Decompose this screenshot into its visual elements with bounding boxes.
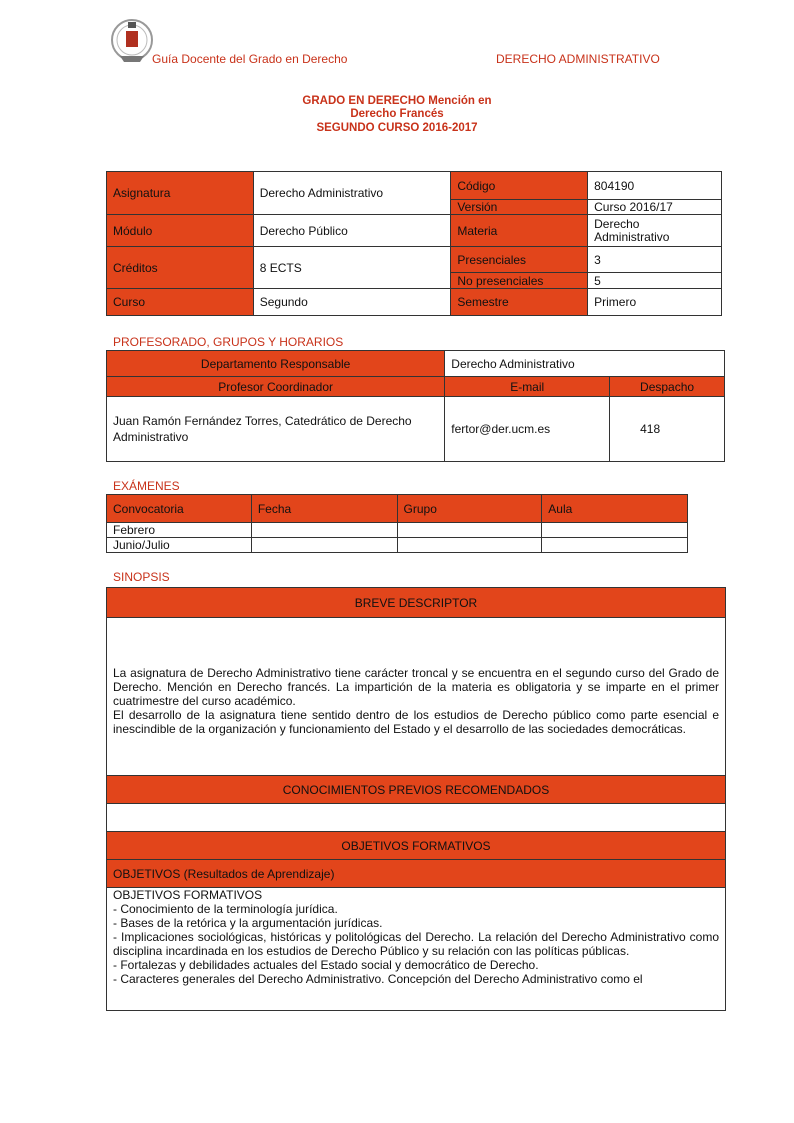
objetivo-item: - Conocimiento de la terminología jurídica. [113, 902, 338, 916]
semestre-value: Primero [588, 289, 722, 316]
objetivo-item: - Caracteres generales del Derecho Administrativo. Concepción del Derecho Administrativo como el [113, 972, 643, 986]
presenciales-value: 3 [588, 247, 722, 273]
objetivo-item: - Bases de la retórica y la argumentación jurídicas. [113, 916, 383, 930]
despacho-value: 418 [610, 397, 725, 462]
modulo-label: Módulo [107, 215, 254, 247]
exam-cell [397, 538, 542, 553]
header-guide-title: Guía Docente del Grado en Derecho [152, 52, 348, 66]
creditos-label: Créditos [107, 247, 254, 289]
nopresenciales-value: 5 [588, 273, 722, 289]
exam-row-febrero: Febrero [107, 523, 252, 538]
version-label: Versión [451, 200, 588, 215]
dept-value: Derecho Administrativo [445, 351, 725, 377]
asignatura-value: Derecho Administrativo [253, 172, 451, 215]
creditos-value: 8 ECTS [253, 247, 451, 289]
presenciales-label: Presenciales [451, 247, 588, 273]
breve-paragraph-2: El desarrollo de la asignatura tiene sentido dentro de los estudios de Derecho público como parte esencial e inescindible de la organización y funcionamiento del Estado y el desarrollo de las sociedades democráticas. [113, 707, 719, 736]
col-convocatoria: Convocatoria [107, 495, 252, 523]
sinopsis-heading: SINOPSIS [113, 570, 170, 584]
asignatura-label: Asignatura [107, 172, 254, 215]
col-aula: Aula [542, 495, 688, 523]
version-value: Curso 2016/17 [588, 200, 722, 215]
header-subject-title: DERECHO ADMINISTRATIVO [496, 52, 660, 66]
conocimientos-previos-content [107, 804, 726, 832]
exam-cell [542, 523, 688, 538]
doc-title-line3: SEGUNDO CURSO 2016-2017 [316, 122, 478, 134]
objetivo-item: - Implicaciones sociológicas, históricas y politológicas del Derecho. La relación del Derecho Administrativo como disciplina incardinada en los estudios de Derecho Público y su relación con las políticas públicas. [113, 930, 719, 958]
objetivos-formativos-label: OBJETIVOS FORMATIVOS [107, 832, 726, 860]
profesorado-table [106, 350, 725, 462]
curso-label: Curso [107, 289, 254, 316]
objetivos-content [107, 888, 726, 1011]
exam-cell [251, 538, 397, 553]
doc-title-line2: Derecho Francés [350, 108, 444, 120]
materia-value: Derecho Administrativo [588, 215, 722, 247]
codigo-value: 804190 [588, 172, 722, 200]
university-crest-logo [110, 16, 154, 68]
semestre-label: Semestre [451, 289, 588, 316]
email-label: E-mail [445, 377, 610, 397]
codigo-label: Código [451, 172, 588, 200]
col-grupo: Grupo [397, 495, 542, 523]
subject-info-table [106, 171, 722, 316]
exam-row-junio: Junio/Julio [107, 538, 252, 553]
breve-descriptor-label: BREVE DESCRIPTOR [107, 588, 726, 618]
examenes-table [106, 494, 688, 553]
despacho-label: Despacho [610, 377, 725, 397]
doc-title-line1: GRADO EN DERECHO Mención en [302, 95, 492, 107]
conocimientos-previos-label: CONOCIMIENTOS PREVIOS RECOMENDADOS [107, 776, 726, 804]
coord-value: Juan Ramón Fernández Torres, Catedrático de Derecho Administrativo [107, 397, 445, 462]
sinopsis-table [106, 587, 726, 1011]
dept-label: Departamento Responsable [107, 351, 445, 377]
examenes-heading: EXÁMENES [113, 479, 180, 493]
profesorado-heading: PROFESORADO, GRUPOS Y HORARIOS [113, 335, 344, 349]
nopresenciales-label: No presenciales [451, 273, 588, 289]
exam-cell [397, 523, 542, 538]
objetivo-item: - Fortalezas y debilidades actuales del Estado social y democrático de Derecho. [113, 958, 539, 972]
exam-cell [542, 538, 688, 553]
resultados-aprendizaje-label: OBJETIVOS (Resultados de Aprendizaje) [107, 860, 726, 888]
objetivos-title: OBJETIVOS FORMATIVOS [113, 888, 263, 902]
breve-descriptor-content [107, 618, 726, 776]
materia-label: Materia [451, 215, 588, 247]
coord-label: Profesor Coordinador [107, 377, 445, 397]
email-value: fertor@der.ucm.es [445, 397, 610, 462]
breve-paragraph-1: La asignatura de Derecho Administrativo tiene carácter troncal y se encuentra en el segundo curso del Grado de Derecho. Mención en Derecho francés. La impartición de la materia es obligatoria y se imparte en el primer cuatrimestre del curso académico. [113, 665, 719, 708]
exam-cell [251, 523, 397, 538]
col-fecha: Fecha [251, 495, 397, 523]
modulo-value: Derecho Público [253, 215, 451, 247]
curso-value: Segundo [253, 289, 451, 316]
